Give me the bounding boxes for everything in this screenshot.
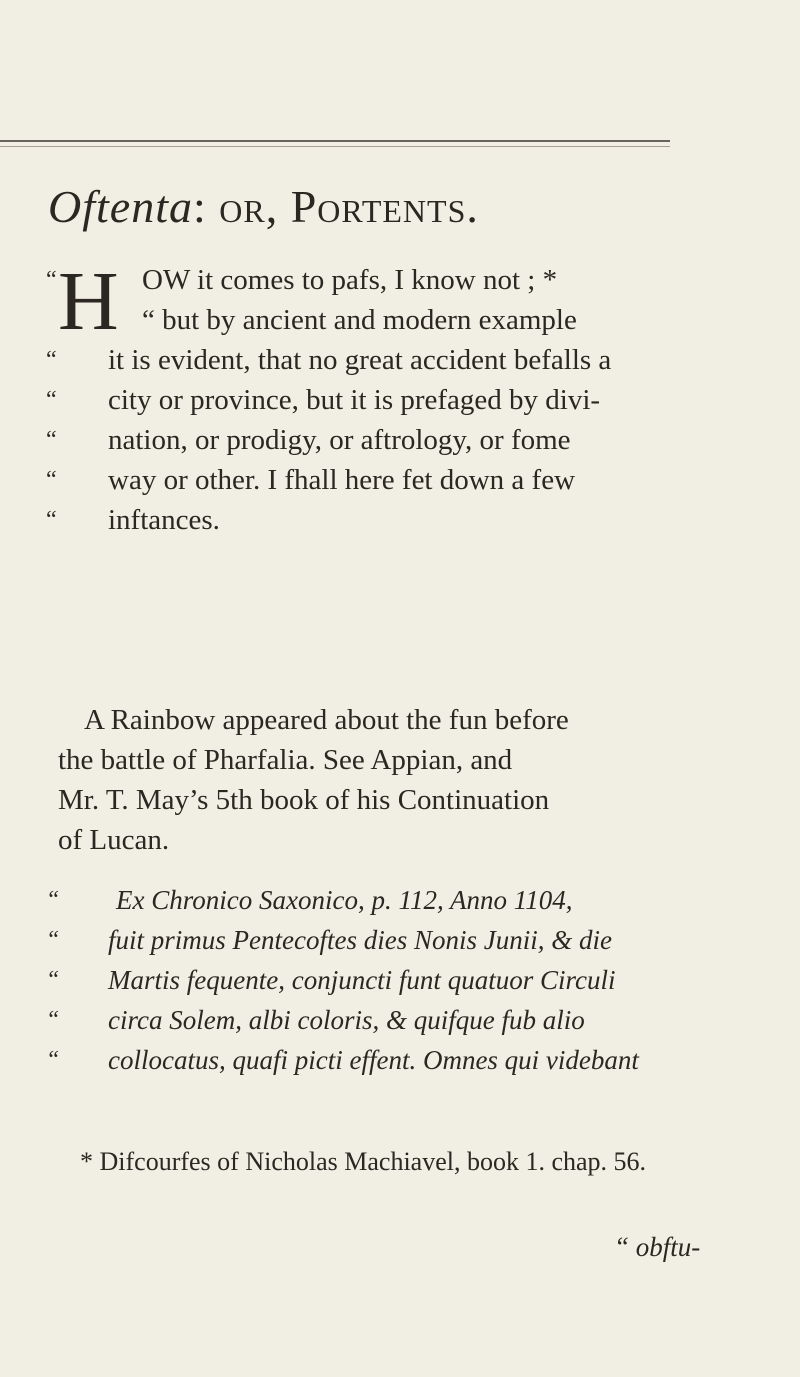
drop-cap: H: [58, 255, 119, 348]
footnote: * Difcourfes of Nicholas Machiavel, book 1. chap. 56.: [80, 1147, 647, 1176]
quote-mark: “: [46, 387, 57, 413]
text-line: nation, or prodigy, or aftrology, or fome: [108, 424, 571, 456]
quote-mark: “: [46, 347, 57, 373]
text-line: Ex Chronico Saxonico, p. 112, Anno 1104,: [116, 885, 573, 915]
header-rule: [0, 140, 670, 152]
paragraph-3: [46, 880, 788, 1080]
paragraph-2: [58, 700, 778, 860]
text-line: Martis fequente, conjuncti funt quatuor Circuli: [108, 965, 616, 995]
quote-mark: “: [46, 427, 57, 453]
text-line: way or other. I fhall here fet down a few: [108, 464, 576, 496]
quote-mark: “: [46, 887, 60, 913]
text-line: of Lucan.: [58, 824, 170, 856]
quote-mark: “: [46, 267, 57, 293]
paragraph-1: [46, 255, 778, 540]
text-line: Mr. T. May’s 5th book of his Continuation: [58, 784, 550, 816]
text-line: circa Solem, albi coloris, & quifque fub alio: [108, 1005, 585, 1035]
heading-rest: : or, Portents.: [192, 181, 479, 232]
text-line: fuit primus Pentecoftes dies Nonis Junii, & die: [108, 925, 612, 955]
quote-mark: “: [46, 467, 57, 493]
quote-mark: “: [46, 927, 60, 953]
text-line: “ but by ancient and modern example: [142, 304, 577, 336]
text-line: collocatus, quafi picti effent. Omnes qui videbant: [108, 1045, 639, 1075]
text-line: inftances.: [108, 504, 220, 536]
text-line: A Rainbow appeared about the fun before: [84, 704, 569, 736]
text-line: OW it comes to pafs, I know not ; *: [142, 264, 558, 296]
chapter-heading: [48, 180, 768, 233]
text-line: the battle of Pharfalia. See Appian, and: [58, 744, 513, 776]
quote-mark: “: [46, 1047, 60, 1073]
text-line: city or province, but it is prefaged by divi-: [108, 384, 601, 416]
catchword: “ obftu-: [614, 1232, 701, 1262]
quote-mark: “: [46, 967, 60, 993]
heading-italic: Oftenta: [48, 181, 193, 232]
text-line: it is evident, that no great accident befalls a: [108, 344, 612, 376]
quote-mark: “: [46, 507, 57, 533]
quote-mark: “: [46, 1007, 60, 1033]
